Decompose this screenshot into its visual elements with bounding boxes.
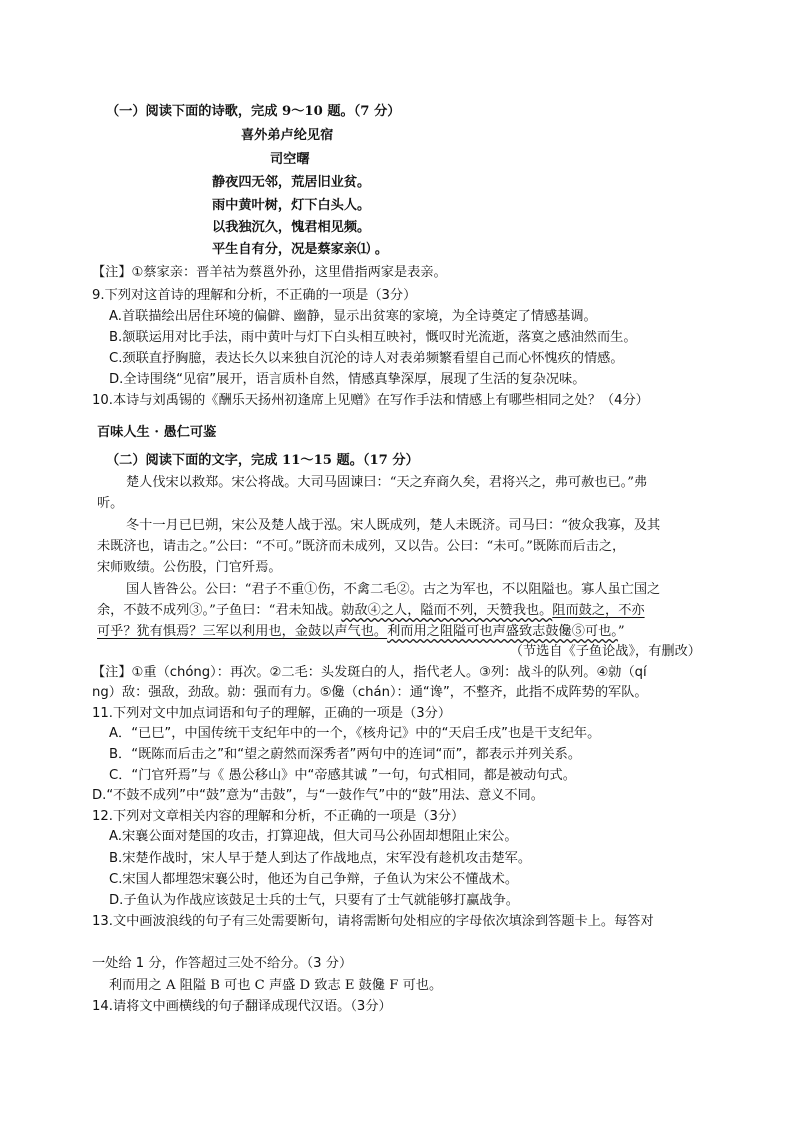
passage-text: 余，不鼓不成列③。”子鱼曰：“君未知战。 xyxy=(97,603,342,618)
poem-line: 平生自有分，况是蔡家亲⑴ 。 xyxy=(212,242,389,257)
passage-line: 宋师败绩。公伤股，门官歼焉。 xyxy=(97,560,282,575)
q13-stem-cont: 一处给 1 分，作答超过三处不给分。（3 分） xyxy=(92,956,353,971)
q12-stem: 12.下列对文章相关内容的理解和分析，不正确的一项是（3分） xyxy=(92,809,465,824)
poem-author: 司空曙 xyxy=(270,152,310,167)
passage-line xyxy=(97,623,625,641)
section-title: 百味人生 · 愚仁可鉴 xyxy=(97,425,217,440)
q9-option-a: A.首联描绘出居住环境的偏僻、幽静，显示出贫寒的家境，为全诗奠定了情感基调。 xyxy=(109,309,597,324)
q14-stem: 14.请将文中画横线的句子翻译成现代汉语。（3分） xyxy=(92,999,392,1014)
underlined-sentence: 可乎？犹有惧焉？三军以利用也，金鼓以声气也。 xyxy=(97,624,388,639)
passage-note-line: 【注】①重（chóng）：再次。②二毛：头发斑白的人，指代老人。③列：战斗的队列。④勍（qí xyxy=(92,665,647,680)
q9-option-c: C.颈联直抒胸臆，表达长久以来独自沉沦的诗人对表弟频繁看望自己而心怀愧疚的情感。 xyxy=(109,351,624,366)
q11-option-a: A．“已巳”，中国传统干支纪年中的一个，《核舟记》中的“天启壬戌”也是干支纪年。 xyxy=(109,726,601,741)
q11-option-b: B．“既陈而后击之”和“望之蔚然而深秀者”两句中的连词“而”，都表示并列关系。 xyxy=(109,747,582,762)
q12-option-a: A.宋襄公面对楚国的攻击，打算迎战，但大司马公孙固却想阻止宋公。 xyxy=(109,829,518,844)
poem-title: 喜外弟卢纶见宿 xyxy=(241,128,334,143)
q10-stem: 10.本诗与刘禹锡的《酬乐天扬州初逢席上见赠》在写作手法和情感上有哪些相同之处？（4分） xyxy=(92,393,649,408)
poem-line: 雨中黄叶树，灯下白头人。 xyxy=(212,198,371,213)
wavy-underlined-sentence: 勍敌④之人，隘而不列，天赞我也。 xyxy=(341,603,553,618)
passage-text: ” xyxy=(617,624,625,639)
passage-line: 冬十一月已巳朔，宋公及楚人战于泓。宋人既成列，楚人未既济。司马曰：“彼众我寡，及其 xyxy=(126,518,661,533)
q9-option-b: B.颔联运用对比手法，雨中黄叶与灯下白头相互映衬，慨叹时光流逝，落寞之感油然而生。 xyxy=(109,330,637,345)
q11-stem: 11.下列对文中加点词语和句子的理解，正确的一项是（3分） xyxy=(92,706,452,721)
q13-sentence: 利而用之 A 阻隘 B 可也 C 声盛 D 致志 E 鼓儳 F 可也。 xyxy=(109,978,443,993)
q12-option-b: B.宋楚作战时，宋人早于楚人到达了作战地点，宋军没有趁机攻击楚军。 xyxy=(109,851,532,866)
passage-line xyxy=(97,602,645,620)
q9-stem: 9.下列对这首诗的理解和分析，不正确的一项是（3分） xyxy=(92,288,417,303)
q11-option-d: D.“不鼓不成列”中“鼓”意为“击鼓”，与“一鼓作气”中的“鼓”用法、意义不同。 xyxy=(92,788,544,803)
q12-option-c: C.宋国人都埋怨宋襄公时，他还为自己争辩，子鱼认为宋公不懂战术。 xyxy=(109,872,519,887)
underlined-sentence: 阻而鼓之，不亦 xyxy=(552,603,645,618)
q12-option-d: D.子鱼认为作战应该鼓足士兵的士气，只要有了士气就能够打赢战争。 xyxy=(109,893,519,908)
poem-line: 以我独沉久，愧君相见频。 xyxy=(212,220,371,235)
passage-line: 未既济也，请击之。”公曰：“不可。”既济而未成列，又以告。公曰：“未可。”既陈而后击之， xyxy=(97,539,626,554)
section2-heading: （二）阅读下面的文字，完成 11～15 题。（17 分） xyxy=(106,453,419,468)
passage-line: 楚人伐宋以救郑。宋公将战。大司马固谏曰：“天之弃商久矣，君将兴之，弗可赦也已。”弗 xyxy=(126,475,648,490)
wavy-underlined-sentence: 利而用之阻隘可也声盛致志鼓儳⑤可也。 xyxy=(387,624,618,639)
passage-line: 听。 xyxy=(97,496,124,511)
passage-line: 国人皆咎公。公曰：“君子不重①伤，不禽二毛②。古之为军也，不以阻隘也。寡人虽亡国之 xyxy=(126,582,661,597)
poem-line: 静夜四无邻，荒居旧业贫。 xyxy=(212,175,371,190)
q11-option-c: C．“门官歼焉”与《 愚公移山》中“帝感其诚 ”一句，句式相同，都是被动句式。 xyxy=(109,768,576,783)
passage-source: （节选自《子鱼论战》，有删改） xyxy=(509,644,701,659)
poem-note: 【注】①蔡家亲：晋羊祜为蔡邕外孙，这里借指两家是表亲。 xyxy=(92,265,447,280)
section1-heading: （一）阅读下面的诗歌，完成 9～10 题。（7 分） xyxy=(106,104,401,119)
q9-option-d: D.全诗围绕“见宿”展开，语言质朴自然，情感真挚深厚，展现了生活的复杂况味。 xyxy=(109,372,586,387)
q13-stem: 13.文中画波浪线的句子有三处需要断句，请将需断句处相应的字母依次填涂到答题卡上。每答对 xyxy=(92,914,654,929)
passage-note-line: ng）敌：强敌，劲敌。勍：强而有力。⑤儳（chán）：通“谗”，不整齐，此指不成阵势的军队。 xyxy=(92,685,648,700)
